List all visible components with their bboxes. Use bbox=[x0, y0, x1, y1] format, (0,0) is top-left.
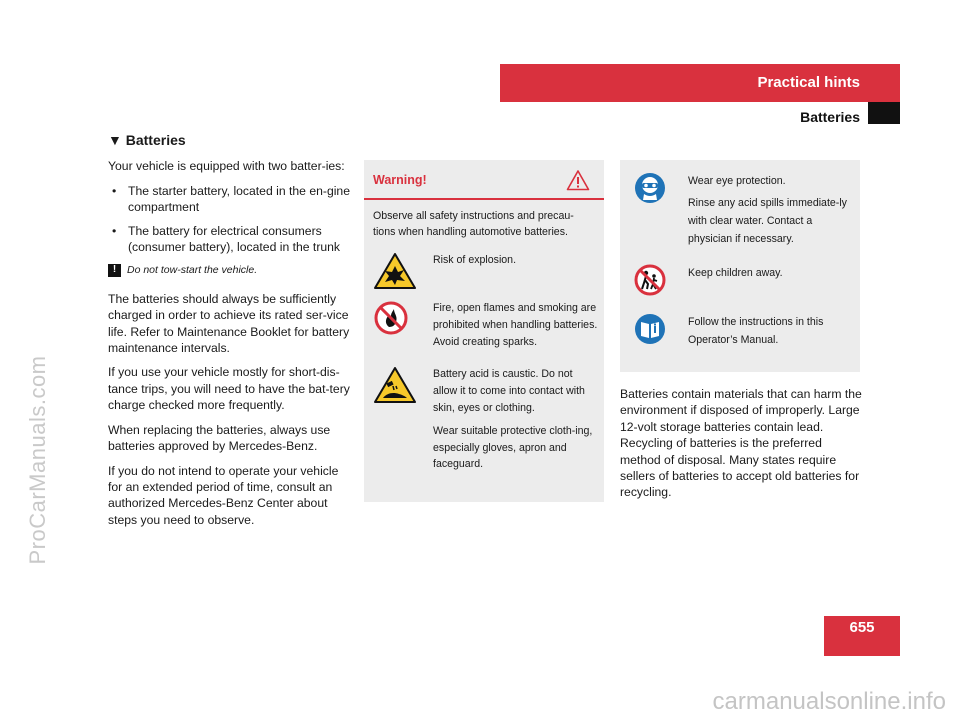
manual-icon bbox=[634, 313, 666, 345]
warning-text: Wear suitable protective cloth-ing, especially gloves, apron and faceguard. bbox=[433, 424, 593, 471]
paragraph: When replacing the batteries, always use batteries approved by Mercedes-Benz. bbox=[108, 422, 331, 454]
warning-label: Warning! bbox=[373, 173, 427, 187]
note bbox=[108, 262, 350, 278]
safety-row-manual bbox=[620, 301, 860, 353]
list-item: • The starter battery, located in the en-gine compartment bbox=[108, 183, 350, 216]
triangle-down-icon: ▼ bbox=[108, 132, 122, 148]
safety-text: Rinse any acid spills immediate-ly with clear water. Contact a physician if necessary. bbox=[688, 197, 847, 245]
safety-box bbox=[620, 160, 860, 372]
bottom-watermark: carmanualsonline.info bbox=[712, 688, 946, 715]
safety-text: Follow the instructions in this Operator’s Manual. bbox=[688, 316, 824, 346]
paragraph: If you use your vehicle mostly for short-dis-tance trips, you will need to have the bat-tery charge checked more frequently. bbox=[108, 365, 350, 413]
section-subtitle: Batteries bbox=[800, 109, 860, 125]
exclamation-icon: ! bbox=[108, 264, 121, 277]
warning-text: Battery acid is caustic. Do not allow it to come into contact with skin, eyes or clothing. bbox=[433, 368, 585, 414]
safety-text: Wear eye protection. bbox=[688, 175, 786, 187]
recycling-column bbox=[620, 386, 864, 501]
page-number: 655 bbox=[824, 616, 900, 656]
section-heading bbox=[108, 132, 350, 148]
warning-header bbox=[364, 160, 604, 200]
safety-row-eye bbox=[620, 160, 860, 252]
warning-row-no-fire bbox=[364, 294, 604, 360]
note-text: Do not tow-start the vehicle. bbox=[127, 264, 258, 277]
battery-list bbox=[108, 183, 350, 256]
main-column bbox=[108, 132, 350, 536]
explosion-icon bbox=[373, 252, 417, 290]
warning-box bbox=[364, 160, 604, 502]
warning-text: Fire, open flames and smoking are prohibited when handling batteries. Avoid creating sparks. bbox=[433, 302, 598, 348]
safety-row-children bbox=[620, 252, 860, 301]
intro-paragraph: Your vehicle is equipped with two batter-ies: bbox=[108, 159, 345, 174]
chapter-title: Practical hints bbox=[757, 74, 860, 91]
header-block bbox=[868, 102, 900, 124]
warning-text: Risk of explosion. bbox=[433, 254, 517, 266]
paragraph: If you do not intend to operate your vehicle for an extended period of time, consult an authorized Mercedes-Benz Center about steps you need to observe. bbox=[108, 463, 339, 527]
eye-protection-icon bbox=[634, 172, 666, 204]
safety-text: Keep children away. bbox=[688, 267, 783, 279]
keep-children-away-icon bbox=[634, 264, 666, 296]
header-bar bbox=[500, 64, 900, 102]
paragraph: The batteries should always be sufficiently charged in order to achieve its rated ser-vice life. Refer to Maintenance Booklet for battery maintenance intervals. bbox=[108, 291, 350, 356]
warning-intro: Observe all safety instructions and precau-tions when handling automotive batteries. bbox=[373, 210, 574, 238]
acid-icon bbox=[373, 366, 417, 404]
section-title: Batteries bbox=[125, 132, 186, 148]
list-item: • The battery for electrical consumers (consumer battery), located in the trunk bbox=[108, 223, 350, 256]
warning-triangle-icon bbox=[566, 169, 590, 191]
side-watermark: ProCarManuals.com bbox=[25, 355, 50, 565]
warning-row-acid bbox=[364, 360, 604, 483]
warning-row-explosion bbox=[364, 246, 604, 294]
recycling-paragraph: Batteries contain materials that can harm the environment if disposed of improperly. Large 12-volt storage batteries contain lead. Recycling of batteries is the preferred method of disposal. Many states require sellers of batteries to accept old batteries for recycling. bbox=[620, 387, 862, 500]
no-fire-icon bbox=[373, 300, 409, 336]
